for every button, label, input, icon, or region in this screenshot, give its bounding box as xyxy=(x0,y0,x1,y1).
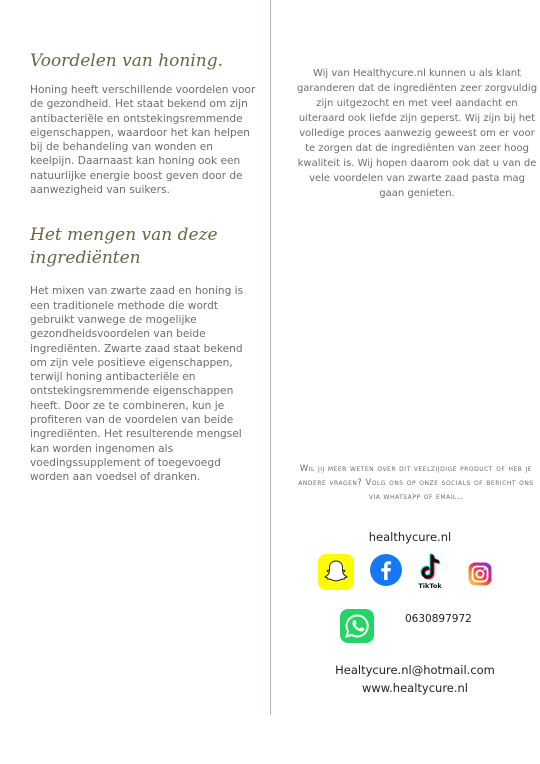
website-link[interactable]: www.healtycure.nl xyxy=(361,681,469,695)
honey-benefits-heading: Voordelen van honing. xyxy=(30,51,224,71)
mixing-heading: Het mengen van deze ingrediënten xyxy=(30,225,218,269)
guarantee-text: Wij van Healthycure.nl kunnen u als klant garanderen dat de ingrediënten zeer zorgvuldig zijn uitgezocht en met veel aandacht en uiteraard ook liefde zijn geperst. Wij zijn bij het volledige proces aanwezig geweest om er voor te zorgen dat de ingrediënten van zeer hoog kwaliteit is. Wij hopen daarom ook dat u van de vele voordelen van zwarte zaad pasta mag gaan genieten. xyxy=(296,68,538,199)
whatsapp-icon[interactable] xyxy=(340,609,374,643)
site-label[interactable]: healthycure.nl xyxy=(368,530,452,544)
tiktok-icon[interactable] xyxy=(414,552,446,592)
mixing-text: Het mixen van zwarte zaad en honing is een traditionele methode die wordt gebruikt vanwege de mogelijke gezondheidsvoordelen van beide ingrediënten. Zwarte zaad staat bekend om zijn vele positieve eigenschappen, terwijl honing antibacteriële en ontstekingsremmende eigenschappen heeft. Door ze te combineren, kun je profiteren van de voordelen van beide ingrediënten. Het resulterende mengsel kan worden ingenomen als voedingssupplement of toegevoegd worden aan voedsel of dranken. xyxy=(30,285,244,484)
column-divider xyxy=(270,0,271,715)
left-column xyxy=(30,50,260,485)
email-address[interactable]: Healtycure.nl@hotmail.com xyxy=(335,663,495,677)
right-column xyxy=(296,66,538,201)
snapchat-icon[interactable] xyxy=(318,554,354,590)
facebook-icon[interactable] xyxy=(370,554,402,586)
honey-benefits-text: Honing heeft verschillende voordelen voor de gezondheid. Het staat bekend om zijn antibacteriële en ontstekingsremmende eigenschappen, waardoor het kan helpen bij de behandeling van wonden en keelpijn. Daarnaast kan honing ook een natuurlijke energie boost geven door de aanwezigheid van suikers. xyxy=(30,84,256,197)
tiktok-label: TikTok xyxy=(418,582,442,590)
instagram-icon[interactable] xyxy=(468,562,492,586)
phone-number[interactable]: 0630897972 xyxy=(405,613,472,625)
contact-question: Wil jij meer weten over dit veelzijdige product of heb je andere vragen? Volg ons op onze socials of bericht ons via whatsapp of email.. xyxy=(298,463,534,501)
